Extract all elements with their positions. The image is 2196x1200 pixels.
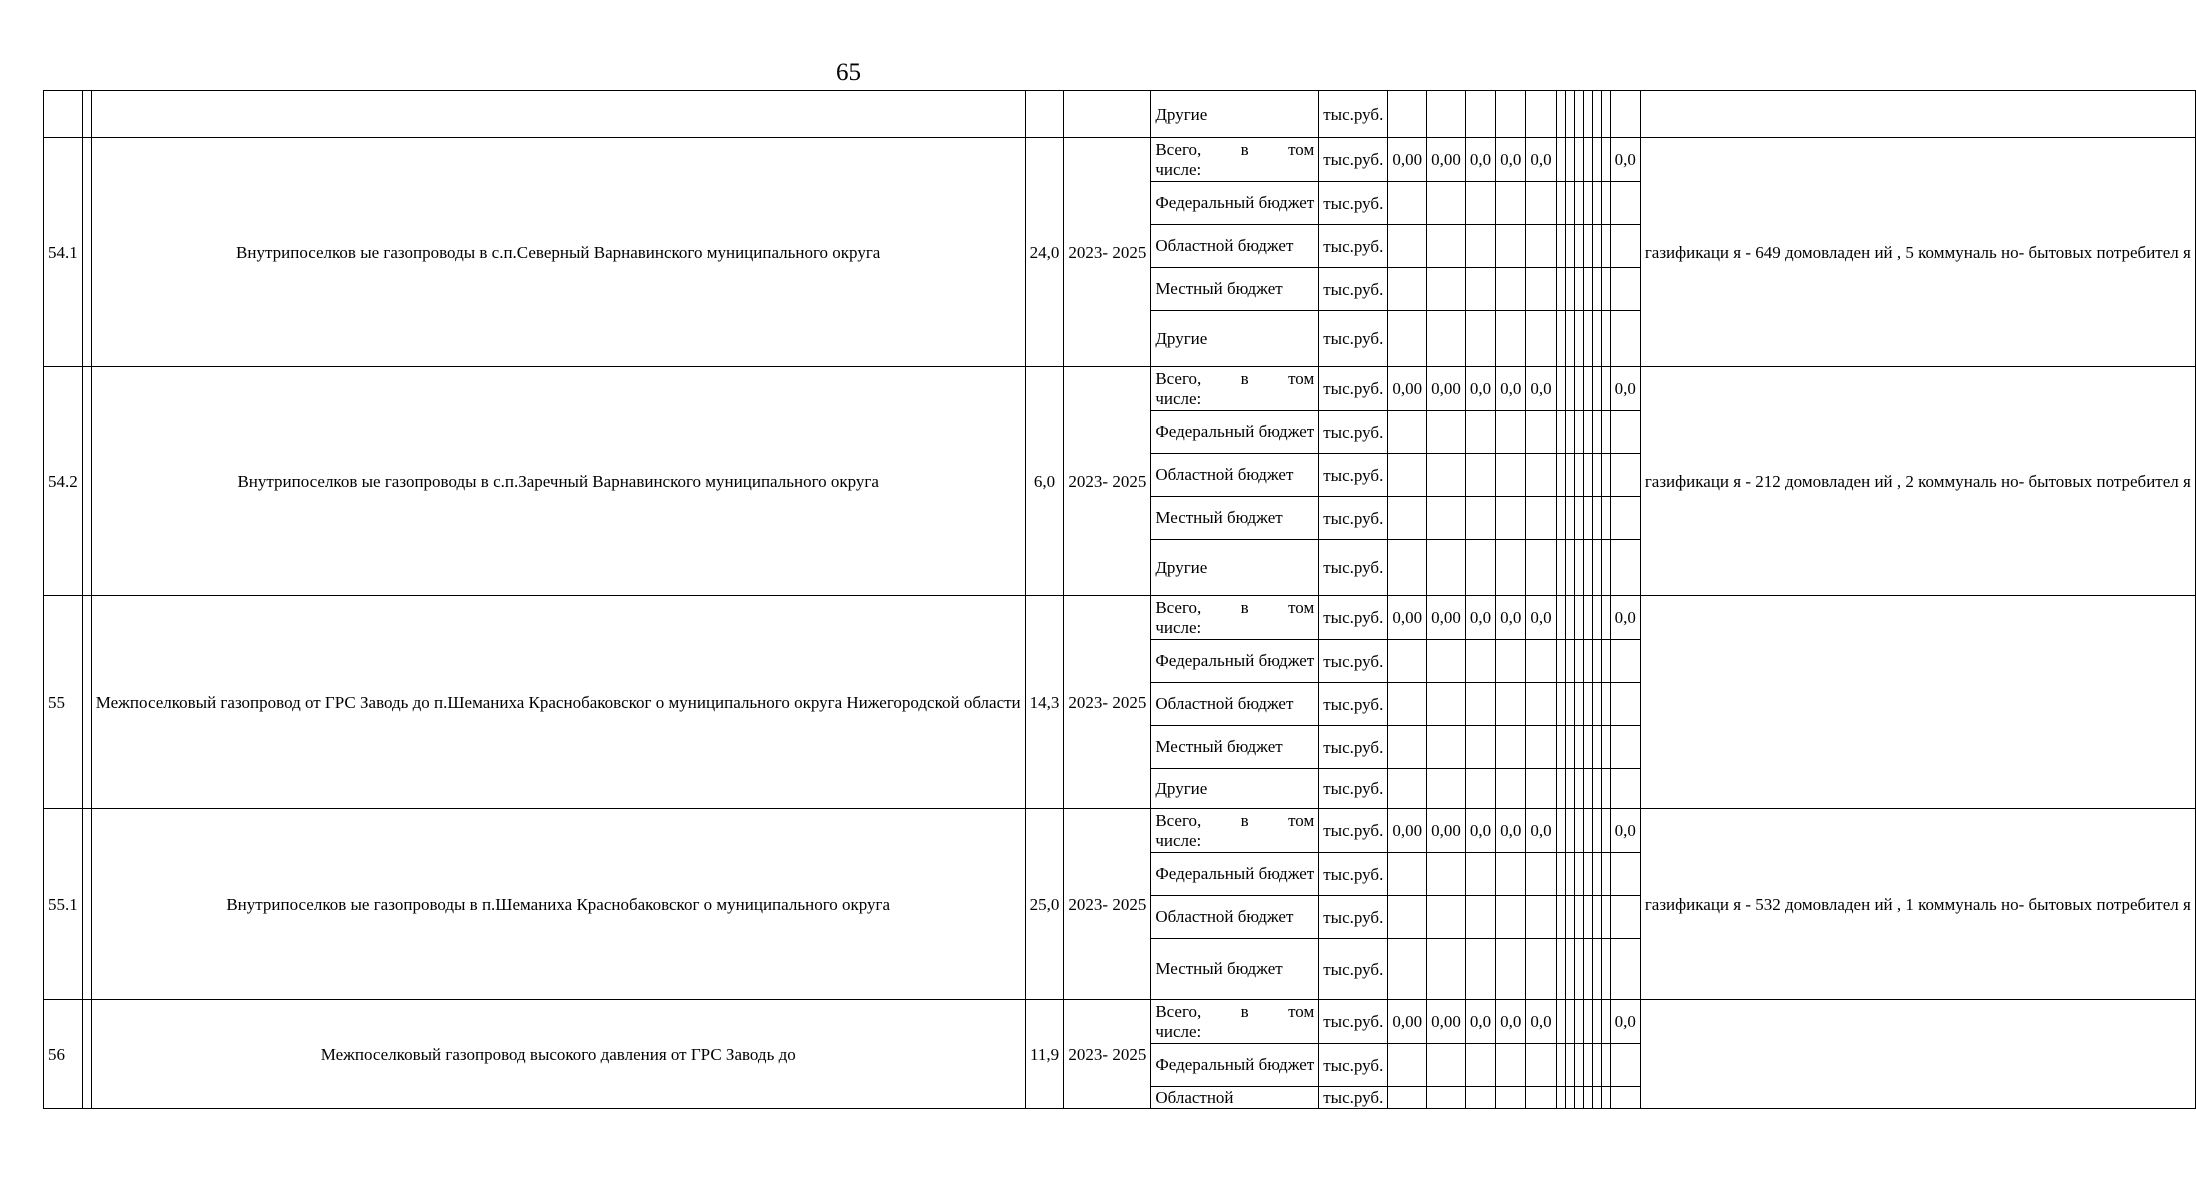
value-cell: 0,0 <box>1526 367 1556 411</box>
unit-cell: тыс.руб. <box>1319 454 1388 497</box>
table-row <box>44 809 2196 853</box>
value-cell: 0,0 <box>1465 138 1495 182</box>
value-cell: 0,0 <box>1496 809 1526 853</box>
source-oblast: Областной бюджет <box>1151 683 1319 726</box>
source-local: Местный бюджет <box>1151 726 1319 769</box>
value-cell: 0,0 <box>1465 809 1495 853</box>
source-oblast-cut: Областной <box>1151 1087 1319 1109</box>
unit-cell: тыс.руб. <box>1319 540 1388 596</box>
source-oblast: Областной бюджет <box>1151 454 1319 497</box>
unit-cell: тыс.руб. <box>1319 896 1388 939</box>
row-number: 54.1 <box>44 138 83 367</box>
value-cell: 0,0 <box>1526 596 1556 640</box>
value-cell: 0,0 <box>1496 367 1526 411</box>
value-cell: 0,00 <box>1427 1000 1466 1044</box>
object-name: Внутрипоселков ые газопроводы в п.Шеманиха Краснобаковског о муниципального округа <box>91 809 1025 1000</box>
value-cell: 0,0 <box>1465 1000 1495 1044</box>
source-federal: Федеральный бюджет <box>1151 640 1319 683</box>
value-cell: 0,00 <box>1427 138 1466 182</box>
object-name: Межпоселковый газопровод от ГРС Заводь до п.Шеманиха Краснобаковског о муниципального округа Нижегородской области <box>91 596 1025 809</box>
object-name: Внутрипоселков ые газопроводы в с.п.Северный Варнавинского муниципального округа <box>91 138 1025 367</box>
source-federal: Федеральный бюджет <box>1151 182 1319 225</box>
source-other: Другие <box>1151 91 1319 138</box>
value-cell: 0,00 <box>1427 367 1466 411</box>
value-cell: 0,0 <box>1526 809 1556 853</box>
unit-cell: тыс.руб. <box>1319 225 1388 268</box>
value-cell: 0,00 <box>1427 809 1466 853</box>
length-km: 24,0 <box>1025 138 1064 367</box>
value-cell: 0,0 <box>1526 1000 1556 1044</box>
expected-result: газификаци я - 649 домовладен ий , 5 коммуналь но- бытовых потребител я <box>1640 138 2195 367</box>
length-km: 14,3 <box>1025 596 1064 809</box>
source-total: Всего, в том числе: <box>1151 596 1319 640</box>
total-cell: 0,0 <box>1610 809 1640 853</box>
unit-cell: тыс.руб. <box>1319 268 1388 311</box>
total-cell: 0,0 <box>1610 367 1640 411</box>
value-cell: 0,0 <box>1465 596 1495 640</box>
value-cell: 0,0 <box>1526 138 1556 182</box>
expected-result: газификаци я - 212 домовладен ий , 2 коммуналь но- бытовых потребител я <box>1640 367 2195 596</box>
table-row <box>44 138 2196 182</box>
page-number: 65 <box>836 59 861 86</box>
unit-cell: тыс.руб. <box>1319 596 1388 640</box>
unit-cell: тыс.руб. <box>1319 769 1388 809</box>
object-name: Межпоселковый газопровод высокого давления от ГРС Заводь до <box>91 1000 1025 1109</box>
value-cell: 0,0 <box>1465 367 1495 411</box>
unit-cell: тыс.руб. <box>1319 1087 1388 1109</box>
value-cell: 0,00 <box>1388 1000 1427 1044</box>
source-federal: Федеральный бюджет <box>1151 853 1319 896</box>
source-other: Другие <box>1151 769 1319 809</box>
row-number: 55.1 <box>44 809 83 1000</box>
unit-cell: тыс.руб. <box>1319 497 1388 540</box>
unit-cell: тыс.руб. <box>1319 809 1388 853</box>
unit-cell: тыс.руб. <box>1319 182 1388 225</box>
expected-result <box>1640 1000 2195 1109</box>
unit-cell: тыс.руб. <box>1319 1044 1388 1087</box>
value-cell: 0,0 <box>1496 1000 1526 1044</box>
source-total: Всего, в том числе: <box>1151 809 1319 853</box>
source-total: Всего, в том числе: <box>1151 138 1319 182</box>
object-name: Внутрипоселков ые газопроводы в с.п.Заречный Варнавинского муниципального округа <box>91 367 1025 596</box>
total-cell: 0,0 <box>1610 1000 1640 1044</box>
expected-result: газификаци я - 532 домовладен ий , 1 коммуналь но- бытовых потребител я <box>1640 809 2195 1000</box>
source-total: Всего, в том числе: <box>1151 1000 1319 1044</box>
value-cell: 0,00 <box>1388 367 1427 411</box>
period: 2023- 2025 <box>1064 596 1151 809</box>
source-oblast: Областной бюджет <box>1151 225 1319 268</box>
unit-cell: тыс.руб. <box>1319 683 1388 726</box>
period: 2023- 2025 <box>1064 138 1151 367</box>
financing-table <box>43 90 2196 1109</box>
source-local: Местный бюджет <box>1151 497 1319 540</box>
row-number: 54.2 <box>44 367 83 596</box>
unit-cell: тыс.руб. <box>1319 853 1388 896</box>
row-number: 56 <box>44 1000 83 1109</box>
unit-cell: тыс.руб. <box>1319 367 1388 411</box>
source-total: Всего, в том числе: <box>1151 367 1319 411</box>
unit-cell: тыс.руб. <box>1319 91 1388 138</box>
value-cell: 0,00 <box>1388 138 1427 182</box>
source-federal: Федеральный бюджет <box>1151 411 1319 454</box>
unit-cell: тыс.руб. <box>1319 138 1388 182</box>
value-cell: 0,0 <box>1496 138 1526 182</box>
value-cell: 0,00 <box>1388 809 1427 853</box>
value-cell: 0,00 <box>1388 596 1427 640</box>
length-km: 6,0 <box>1025 367 1064 596</box>
total-cell: 0,0 <box>1610 596 1640 640</box>
row-number: 55 <box>44 596 83 809</box>
table-row <box>44 596 2196 640</box>
unit-cell: тыс.руб. <box>1319 1000 1388 1044</box>
source-other: Другие <box>1151 311 1319 367</box>
period: 2023- 2025 <box>1064 809 1151 1000</box>
source-federal: Федеральный бюджет <box>1151 1044 1319 1087</box>
source-oblast: Областной бюджет <box>1151 896 1319 939</box>
unit-cell: тыс.руб. <box>1319 939 1388 1000</box>
source-local: Местный бюджет <box>1151 939 1319 1000</box>
unit-cell: тыс.руб. <box>1319 411 1388 454</box>
unit-cell: тыс.руб. <box>1319 640 1388 683</box>
value-cell: 0,0 <box>1496 596 1526 640</box>
expected-result <box>1640 596 2195 809</box>
value-cell: 0,00 <box>1427 596 1466 640</box>
source-other: Другие <box>1151 540 1319 596</box>
table-row <box>44 1000 2196 1044</box>
source-local: Местный бюджет <box>1151 268 1319 311</box>
total-cell: 0,0 <box>1610 138 1640 182</box>
unit-cell: тыс.руб. <box>1319 726 1388 769</box>
length-km: 25,0 <box>1025 809 1064 1000</box>
period: 2023- 2025 <box>1064 1000 1151 1109</box>
table-row <box>44 91 2196 138</box>
unit-cell: тыс.руб. <box>1319 311 1388 367</box>
table-row <box>44 367 2196 411</box>
period: 2023- 2025 <box>1064 367 1151 596</box>
length-km: 11,9 <box>1025 1000 1064 1109</box>
